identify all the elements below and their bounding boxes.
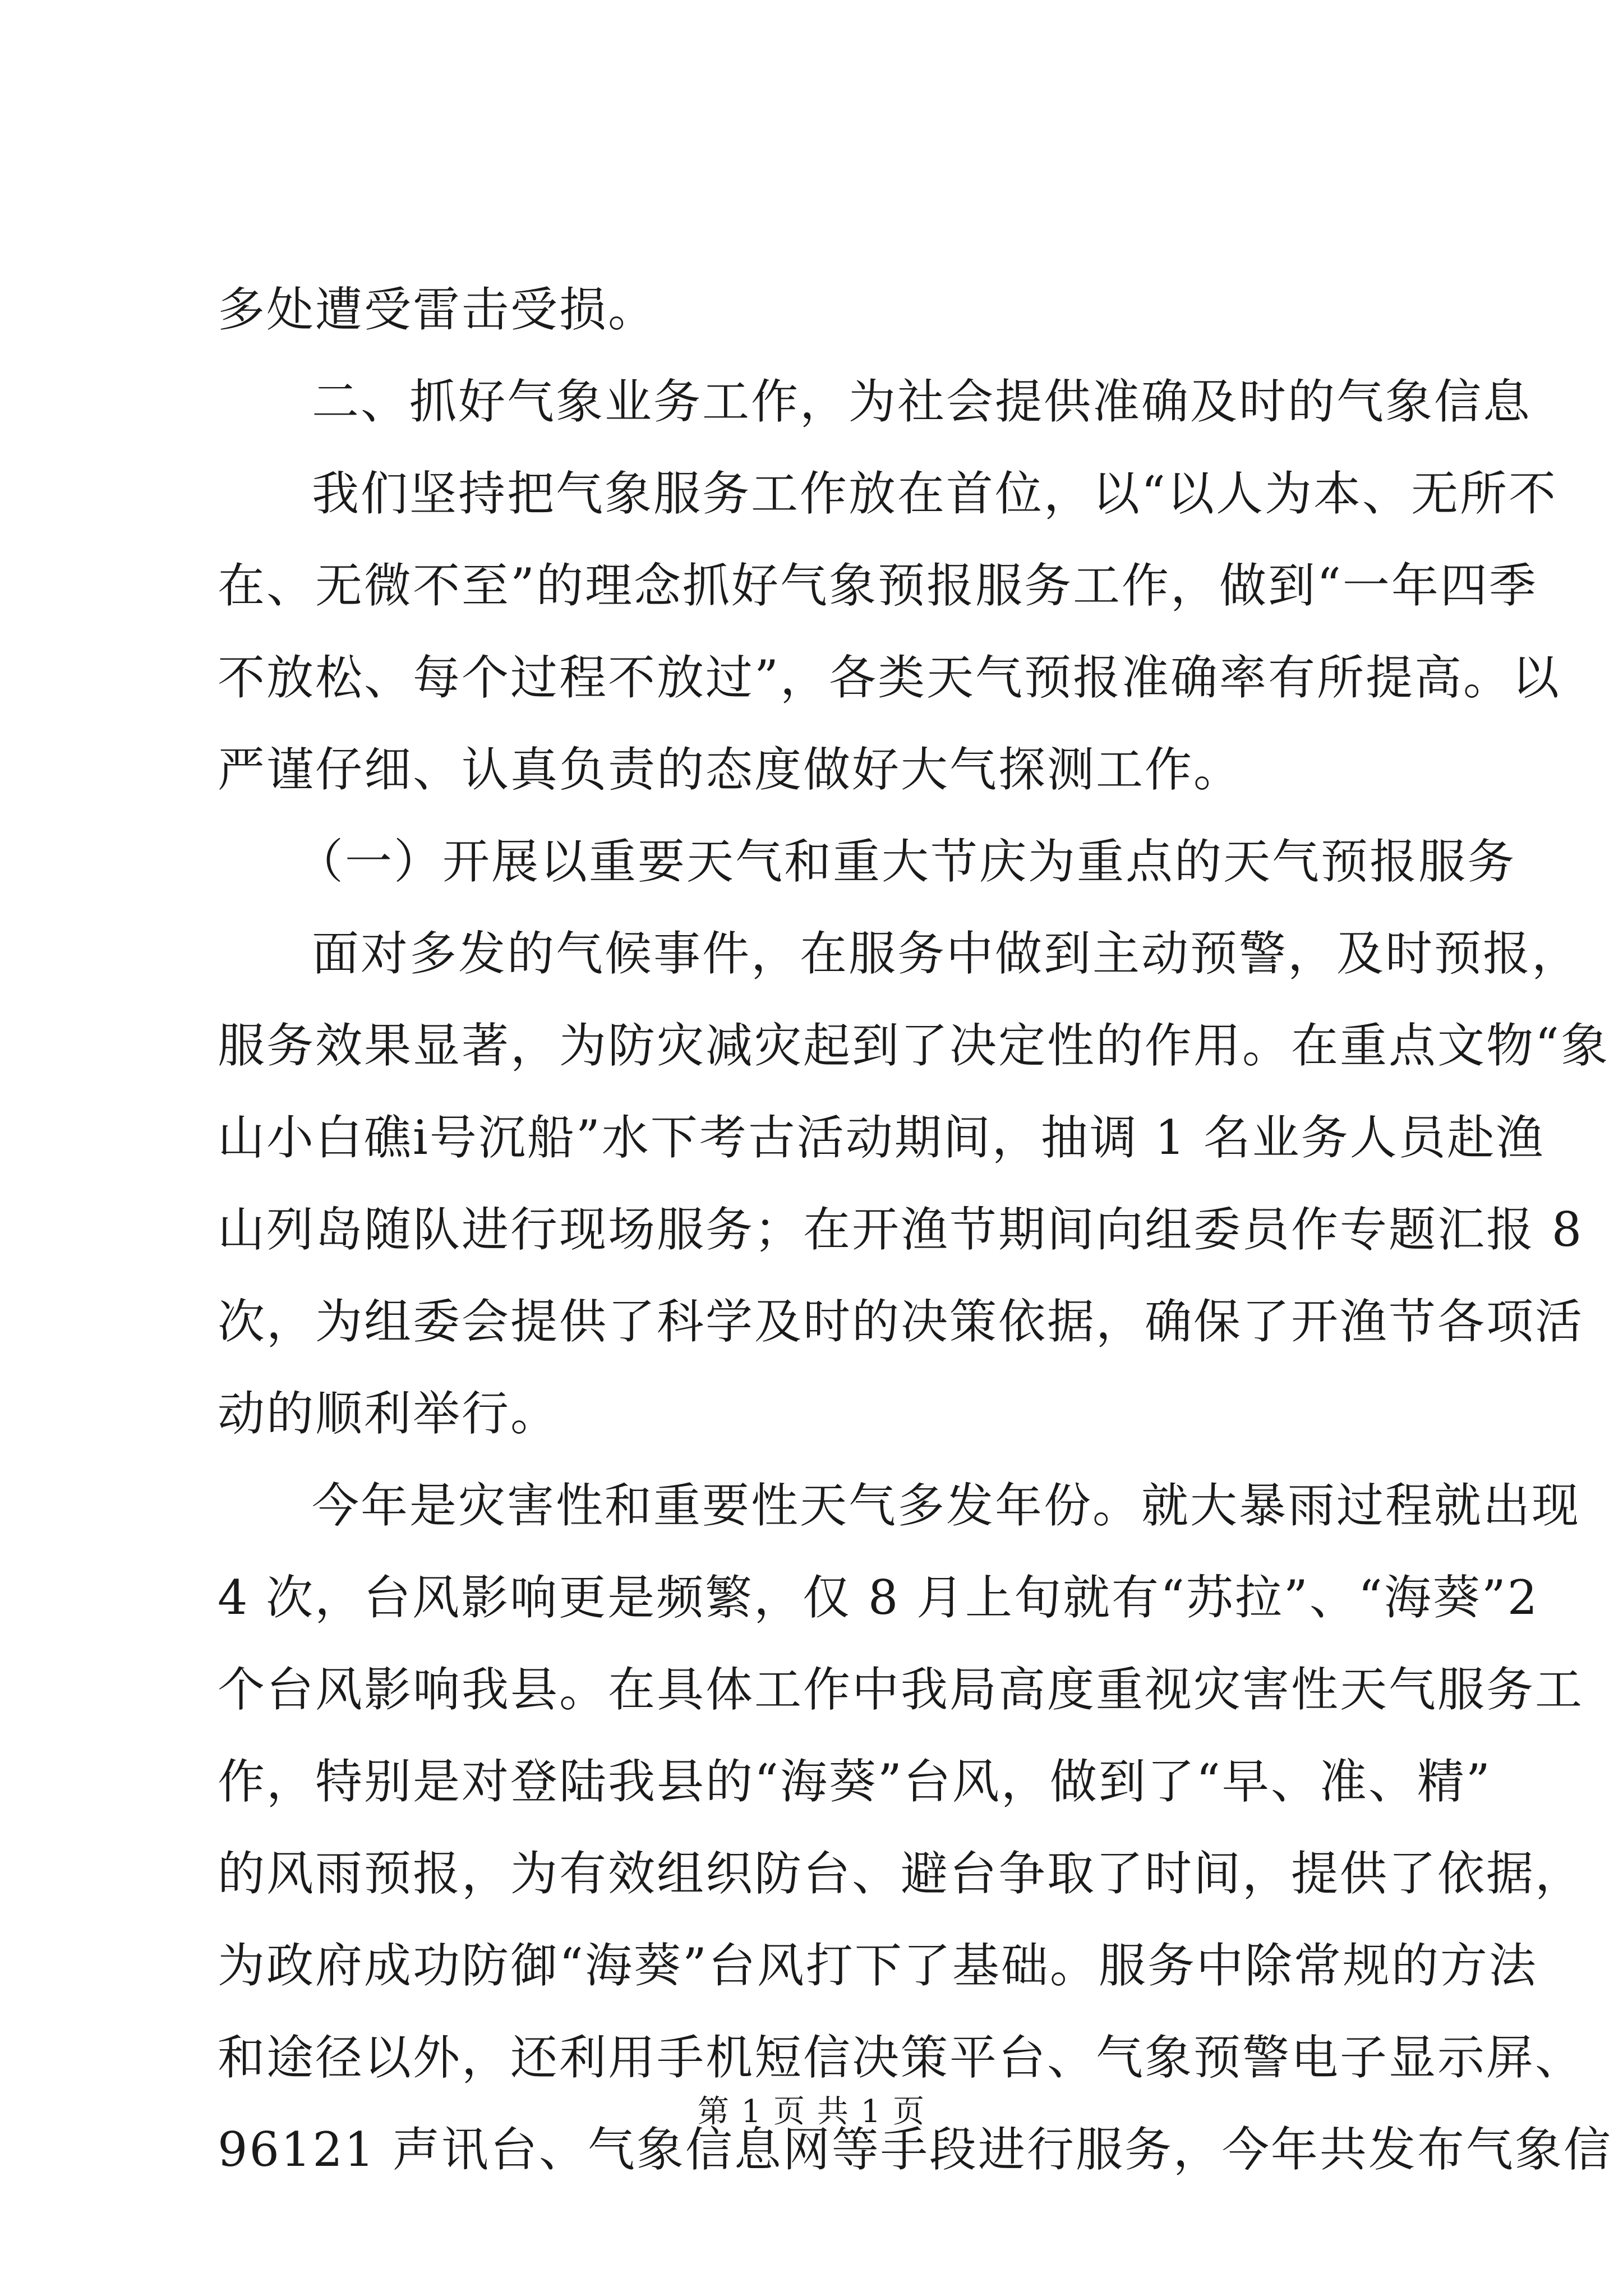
text-line: 在、无微不至”的理念抓好气象预报服务工作，做到“一年四季: [218, 558, 1538, 613]
text-line: 多处遭受雷击受损。: [218, 282, 657, 337]
text-line: 的风雨预报，为有效组织防台、避台争取了时间，提供了依据，: [218, 1846, 1584, 1901]
text-line: 个台风影响我县。在具体工作中我局高度重视灾害性天气服务工: [218, 1662, 1584, 1717]
text-line: 山列岛随队进行现场服务；在开渔节期间向组委员作专题汇报 8: [218, 1202, 1584, 1257]
text-line: 4 次，台风影响更是频繁，仅 8 月上旬就有“苏拉”、“海葵”2: [218, 1570, 1539, 1625]
text-line: 动的顺利举行。: [218, 1386, 560, 1441]
subsection-heading: （一）开展以重要天气和重大节庆为重点的天气预报服务: [296, 834, 1516, 889]
paragraph-first-line: 今年是灾害性和重要性天气多发年份。就大暴雨过程就出现: [312, 1478, 1581, 1533]
text-line: 不放松、每个过程不放过”，各类天气预报准确率有所提高。以: [218, 650, 1561, 705]
text-line: 为政府成功防御“海葵”台风打下了基础。服务中除常规的方法: [218, 1938, 1538, 1993]
section-heading: 二、抓好气象业务工作，为社会提供准确及时的气象信息: [312, 374, 1532, 429]
text-line: 山小白礁ⅰ号沉船”水下考古活动期间，抽调 1 名业务人员赴渔: [218, 1110, 1545, 1165]
text-line: 服务效果显著，为防灾减灾起到了决定性的作用。在重点文物“象: [218, 1018, 1610, 1073]
text-line: 次，为组委会提供了科学及时的决策依据，确保了开渔节各项活: [218, 1294, 1584, 1349]
text-line: 和途径以外，还利用手机短信决策平台、气象预警电子显示屏、: [218, 2030, 1584, 2085]
page-footer: [0, 2090, 1623, 2134]
text-line: 作，特别是对登陆我县的“海葵”台风，做到了“早、准、精”: [218, 1754, 1492, 1809]
text-line: 96121 声讯台、气象信息网等手段进行服务，今年共发布气象信: [218, 2122, 1612, 2177]
text-line: 严谨仔细、认真负责的态度做好大气探测工作。: [218, 742, 1243, 797]
page-number-label: 第 1 页 共 1 页: [697, 2093, 926, 2130]
paragraph-first-line: 面对多发的气候事件，在服务中做到主动预警，及时预报，: [312, 926, 1581, 981]
document-body: [218, 264, 1612, 2196]
paragraph-first-line: 我们坚持把气象服务工作放在首位，以“以人为本、无所不: [312, 466, 1557, 521]
